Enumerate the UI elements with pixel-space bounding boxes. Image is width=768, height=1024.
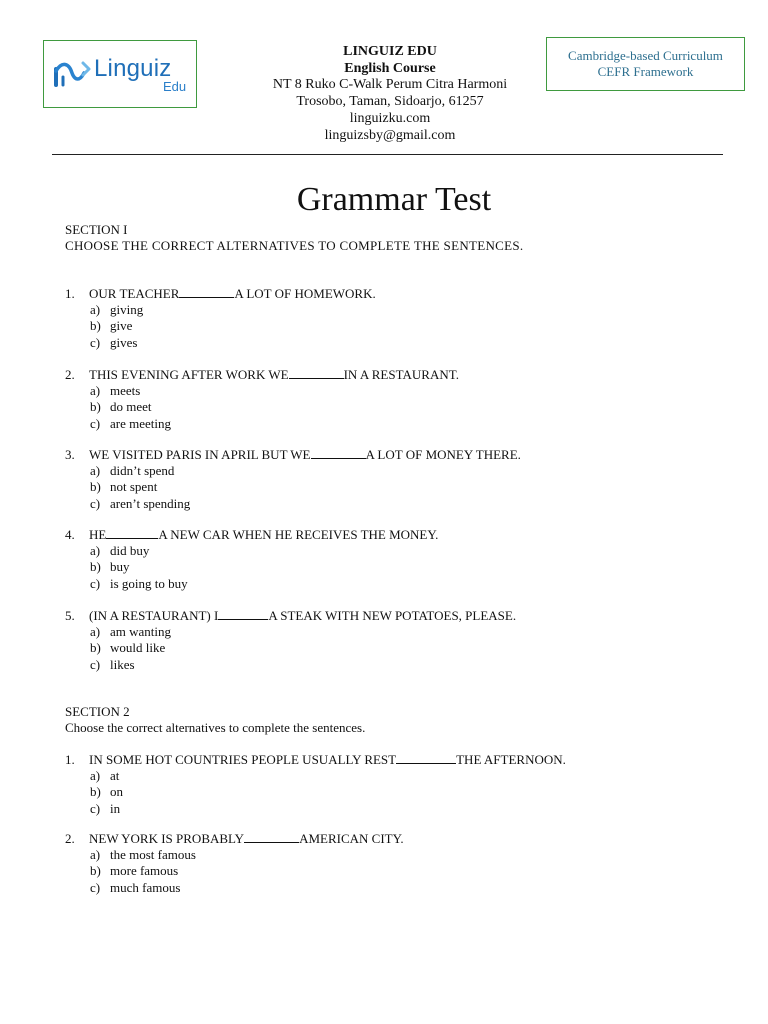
answer-blank <box>106 527 158 539</box>
option-letter: b) <box>90 640 101 656</box>
answer-blank <box>244 831 299 843</box>
section-heading: SECTION I <box>65 222 128 237</box>
answer-blank <box>218 608 268 620</box>
question <box>65 527 725 592</box>
header-divider <box>52 154 723 155</box>
question <box>65 831 725 896</box>
section-2-header <box>65 704 715 736</box>
question-stem <box>65 831 725 847</box>
question-text-after: A NEW CAR WHEN HE RECEIVES THE MONEY. <box>158 527 439 542</box>
email: linguizsby@gmail.com <box>324 127 456 143</box>
address-line-2: Trosobo, Taman, Sidoarjo, 61257 <box>296 94 484 110</box>
option-text: at <box>110 768 120 784</box>
option <box>65 383 725 399</box>
option-letter: c) <box>90 656 101 672</box>
question-number: 3. <box>65 447 75 462</box>
question-number: 2. <box>65 831 75 846</box>
option-text: gives <box>110 334 138 350</box>
option <box>65 559 725 575</box>
curriculum-line-2: CEFR Framework <box>597 64 694 79</box>
option-text: on <box>110 784 123 800</box>
option <box>65 543 725 559</box>
option-letter: a) <box>90 302 101 318</box>
curriculum-line-1: Cambridge-based Curriculum <box>568 48 723 63</box>
answer-blank <box>311 447 366 459</box>
option-letter: c) <box>90 334 101 350</box>
website: linguizku.com <box>349 110 431 126</box>
option <box>65 880 725 896</box>
question-stem <box>65 286 725 302</box>
option-letter: b) <box>90 479 101 495</box>
option <box>65 318 725 334</box>
question-text-after: A STEAK WITH NEW POTATOES, PLEASE. <box>268 608 517 623</box>
option-letter: a) <box>90 463 101 479</box>
option-letter: a) <box>90 847 101 863</box>
question-stem <box>65 752 725 768</box>
question <box>65 608 725 673</box>
option <box>65 624 725 640</box>
option-letter: c) <box>90 495 101 511</box>
answer-blank <box>179 286 234 298</box>
page-title: Grammar Test <box>296 181 492 218</box>
question-stem <box>65 367 725 383</box>
option-text: give <box>110 318 133 334</box>
option-text: is going to buy <box>110 575 188 591</box>
option-letter: b) <box>90 399 101 415</box>
school-name: LINGUIZ EDU <box>343 44 437 59</box>
option <box>65 302 725 318</box>
question-number: 2. <box>65 367 75 382</box>
option <box>65 847 725 863</box>
option-text: are meeting <box>110 415 171 431</box>
section-1-header <box>65 222 715 254</box>
question <box>65 447 725 512</box>
option-text: likes <box>110 656 135 672</box>
option-text: would like <box>110 640 166 656</box>
option <box>65 479 725 495</box>
question-text-after: THE AFTERNOON. <box>456 752 566 767</box>
question-number: 5. <box>65 608 75 623</box>
option-text: do meet <box>110 399 152 415</box>
option-letter: b) <box>90 784 101 800</box>
question-text-before: WE VISITED PARIS IN APRIL BUT WE <box>89 447 311 462</box>
course-name: English Course <box>344 60 436 76</box>
option <box>65 399 725 415</box>
curriculum-badge <box>546 37 745 91</box>
option-text: the most famous <box>110 847 196 863</box>
question-text-before: IN SOME HOT COUNTRIES PEOPLE USUALLY REST <box>89 752 397 767</box>
option <box>65 416 725 432</box>
question-text-after: A LOT OF MONEY THERE. <box>365 447 521 462</box>
option-text: much famous <box>110 879 181 895</box>
option-letter: c) <box>90 575 101 591</box>
question-stem <box>65 527 725 543</box>
answer-blank <box>396 752 456 764</box>
option <box>65 768 725 784</box>
logo-subtext: Edu <box>163 79 187 94</box>
option-text: meets <box>110 383 141 399</box>
question <box>65 752 725 817</box>
question-number: 1. <box>65 752 75 767</box>
option-text: am wanting <box>110 624 172 640</box>
option-text: more famous <box>110 863 179 879</box>
option-text: in <box>110 800 121 816</box>
option-letter: a) <box>90 768 101 784</box>
school-info <box>240 44 540 144</box>
question <box>65 367 725 432</box>
option-text: didn’t spend <box>110 463 175 479</box>
option <box>65 576 725 592</box>
question-number: 4. <box>65 527 75 542</box>
option-letter: b) <box>90 559 101 575</box>
option-letter: c) <box>90 879 101 895</box>
option-letter: a) <box>90 383 101 399</box>
question-text-after: AMERICAN CITY. <box>299 831 404 846</box>
section-heading: SECTION 2 <box>65 704 130 719</box>
option-text: not spent <box>110 479 158 495</box>
question-text-before: THIS EVENING AFTER WORK WE <box>89 367 289 382</box>
option-text: aren’t spending <box>110 495 191 511</box>
logo <box>43 40 197 108</box>
option-letter: b) <box>90 318 101 334</box>
option <box>65 657 725 673</box>
question-text-before: (IN A RESTAURANT) I <box>89 608 219 623</box>
logo-wordmark: Linguiz <box>94 55 172 82</box>
option <box>65 463 725 479</box>
address-line-1: NT 8 Ruko C-Walk Perum Citra Harmoni <box>272 77 508 93</box>
question-text-after: A LOT OF HOMEWORK. <box>234 286 376 301</box>
question-text-before: NEW YORK IS PROBABLY <box>89 831 245 846</box>
question <box>65 286 725 351</box>
section-instruction: Choose the correct alternatives to complete the sentences. <box>65 720 366 735</box>
answer-blank <box>289 367 344 379</box>
question-text-after: IN A RESTAURANT. <box>343 367 459 382</box>
question-text-before: HE <box>89 527 107 542</box>
option <box>65 335 725 351</box>
option-text: buy <box>110 559 130 575</box>
question-number: 1. <box>65 286 75 301</box>
option-letter: c) <box>90 800 101 816</box>
option-letter: a) <box>90 624 101 640</box>
option <box>65 496 725 512</box>
option <box>65 784 725 800</box>
option <box>65 640 725 656</box>
option-text: giving <box>110 302 144 318</box>
question-stem <box>65 447 725 463</box>
option-letter: a) <box>90 543 101 559</box>
option <box>65 801 725 817</box>
question-stem <box>65 608 725 624</box>
option-letter: c) <box>90 415 101 431</box>
option-letter: b) <box>90 863 101 879</box>
option-text: did buy <box>110 543 150 559</box>
option <box>65 863 725 879</box>
question-text-before: OUR TEACHER <box>89 286 180 301</box>
linguiz-logo-icon <box>53 55 95 91</box>
section-instruction: CHOOSE THE CORRECT ALTERNATIVES TO COMPLETE THE SENTENCES. <box>65 238 524 253</box>
